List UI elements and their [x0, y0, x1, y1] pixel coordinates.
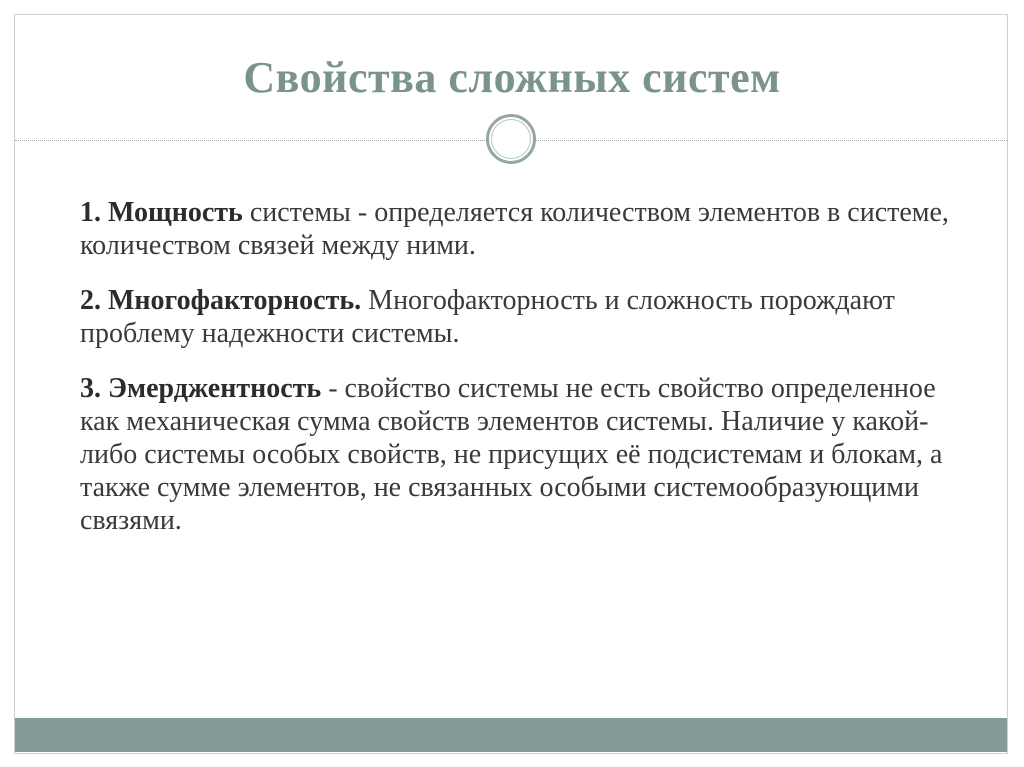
slide-title: Свойства сложных систем [243, 53, 781, 102]
item-number: 3. [80, 373, 101, 404]
item-number: 2. [80, 285, 101, 316]
item-text: - свойство системы не есть свойство определенное как механическая сумма свойств элементов системы. Наличие у какой-либо системы особых свойств, не присущих её подсистемам и блокам, а также сумме элементов, не связанных особыми системообразующими связями. [80, 373, 943, 536]
property-item-multifactor [80, 284, 980, 350]
slide-body [80, 196, 980, 559]
item-term: Многофакторность. [108, 285, 362, 316]
divider-circle-ornament [486, 114, 536, 164]
property-item-power [80, 196, 980, 262]
bottom-accent-bar [15, 718, 1007, 752]
item-text: системы - определяется количеством элементов в системе, количеством связей между ними. [80, 197, 949, 261]
item-term: Эмерджентность [108, 373, 322, 404]
item-term: Мощность [108, 197, 243, 228]
item-number: 1. [80, 197, 101, 228]
item-text: Многофакторность и сложность порождают проблему надежности системы. [80, 285, 895, 349]
property-item-emergence [80, 372, 980, 537]
